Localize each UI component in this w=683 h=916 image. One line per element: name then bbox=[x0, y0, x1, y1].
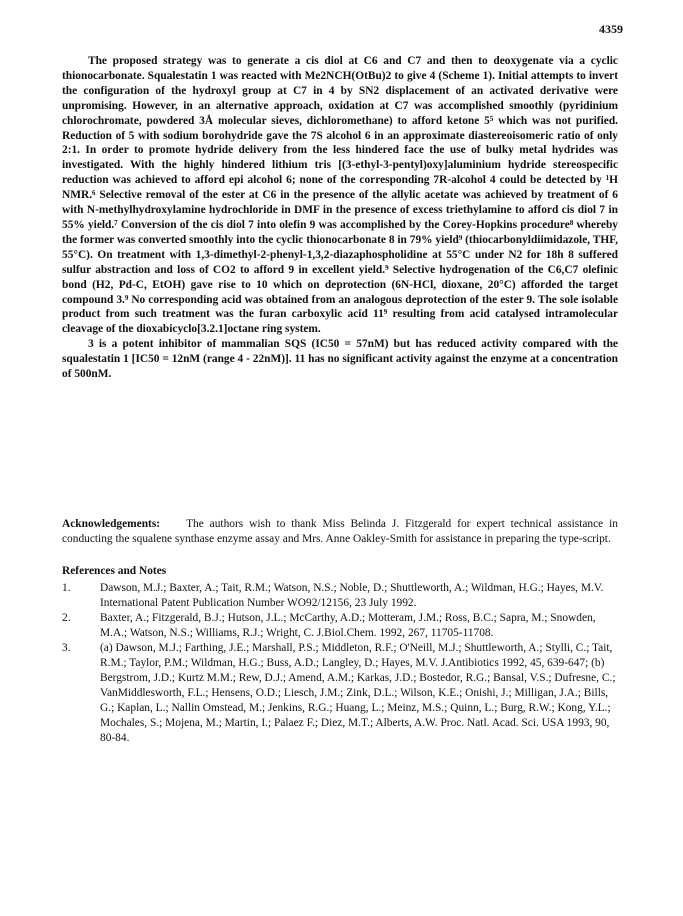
reference-number: 3. bbox=[62, 642, 71, 654]
acknowledgements bbox=[62, 517, 618, 547]
reference-text: (a) Dawson, M.J.; Farthing, J.E.; Marshall, P.S.; Middleton, R.F.; O'Neill, M.J.; Shuttleworth, A.; Stylli, C.; Tait, R.M.; Taylor, P.M.; Wildman, H.G.; Buss, A.D.; Langley, D.; Hayes, M.V. J.Antibiotics 1992, 45, 639-647; (b) Bergstrom, J.D.; Kurtz M.M.; Rew, D.J.; Amend, A.M.; Karkas, J.D.; Bostedor, R.G.; Bansal, V.S.; Dufresne, C.; VanMiddlesworth, F.L.; Hensens, O.D.; Liesch, J.M.; Zink, D.L.; Wilson, K.E.; Onishi, J.; Milligan, J.A.; Bills, G.; Kaplan, L.; Nallin Omstead, M.; Jenkins, R.G.; Huang, L.; Meinz, M.S.; Quinn, L.; Burg, R.W.; Kong, Y.L.; Mochales, S.; Mojena, M.; Martin, I.; Palaez F.; Diez, M.T.; Alberts, A.W. Proc. Natl. Acad. Sci. USA 1993, 90, 80-84. bbox=[100, 642, 616, 744]
reference-text: Dawson, M.J.; Baxter, A.; Tait, R.M.; Watson, N.S.; Noble, D.; Shuttleworth, A.; Wildman, H.G.; Hayes, M.V. International Patent Publication Number WO92/12156, 23 July 1992. bbox=[100, 582, 604, 609]
acknowledgements-text: The authors wish to thank Miss Belinda J. Fitzgerald for expert technical assistance in conducting the squalene synthase enzyme assay and Mrs. Anne Oakley-Smith for assistance in preparing the type-script. bbox=[62, 518, 618, 545]
references-list bbox=[62, 581, 618, 746]
references-heading: References and Notes bbox=[62, 565, 167, 577]
paragraph-activity: 3 is a potent inhibitor of mammalian SQS (IC50 = 57nM) but has reduced activity compared with the squalestatin 1 [IC50 = 12nM (range 4 - 22nM)]. 11 has no significant activity against the enzyme at a concentration of 500nM. bbox=[62, 338, 618, 381]
reference-item bbox=[62, 611, 618, 641]
reference-item bbox=[62, 641, 618, 746]
acknowledgements-heading: Acknowledgements: bbox=[62, 518, 161, 530]
reference-text: Baxter, A.; Fitzgerald, B.J.; Hutson, J.L.; McCarthy, A.D.; Motteram, J.M.; Ross, B.C.; Sapra, M.; Snowden, M.A.; Watson, N.S.; Williams, R.J.; Wright, C. J.Biol.Chem. 1992, 267, 11705-11708. bbox=[100, 612, 596, 639]
paragraph-synthesis: The proposed strategy was to generate a cis diol at C6 and C7 and then to deoxygenate via a cyclic thionocarbonate. Squalestatin 1 was reacted with Me2NCH(OtBu)2 to give 4 (Scheme 1). Initial attempts to invert the configuration of the hydroxyl group at C7 in 4 by SN2 displacement of an activated derivative were unpromising. However, in an alternative approach, oxidation at C7 was accomplished smoothly (pyridinium chlorochromate, powdered 3Å molecular sieves, dichloromethane) to afford ketone 5⁵ which was not purified. Reduction of 5 with sodium borohydride gave the 7S alcohol 6 in an approximate diastereoisomeric ratio of only 2:1. In order to promote hydride delivery from the less hindered face the use of bulky metal hydrides was investigated. With the highly hindered lithium tris [(3-ethyl-3-pentyl)oxy]aluminium hydride stereospecific reduction was achieved to afford epi alcohol 6; none of the corresponding 7R-alcohol 4 could be detected by ¹H NMR.⁶ Selective removal of the ester at C6 in the presence of the allylic acetate was achieved by treatment of 6 with N-methylhydroxylamine hydrochloride in DMF in the presence of excess triethylamine to afford cis diol 7 in 55% yield.⁷ Conversion of the cis diol 7 into olefin 9 was accomplished by the Corey-Hopkins procedure⁸ whereby the former was converted smoothly into the cyclic thionocarbonate 8 in 79% yield⁹ (thiocarbonyldiimidazole, THF, 55°C). On treatment with 1,3-dimethyl-2-phenyl-1,3,2-diazaphospholidine at 55°C under N2 for 18h 8 suffered sulfur abstraction and loss of CO2 to afford 9 in excellent yield.⁹ Selective hydrogenation of the C6,C7 olefinic bond (H2, Pd-C, EtOH) gave rise to 10 which on deprotection (6N-HCl, dioxane, 20°C) afforded the target compound 3.⁹ No corresponding acid was obtained from an analogous deprotection of the ester 9. The sole isolable product from such treatment was the furan carboxylic acid 11⁹ resulting from acid catalysed intramolecular cleavage of the dioxabicyclo[3.2.1]octane ring system. bbox=[62, 55, 618, 336]
main-text bbox=[62, 54, 618, 382]
page-number: 4359 bbox=[599, 22, 623, 36]
reference-item bbox=[62, 581, 618, 611]
reference-number: 2. bbox=[62, 612, 71, 624]
reference-number: 1. bbox=[62, 582, 71, 594]
